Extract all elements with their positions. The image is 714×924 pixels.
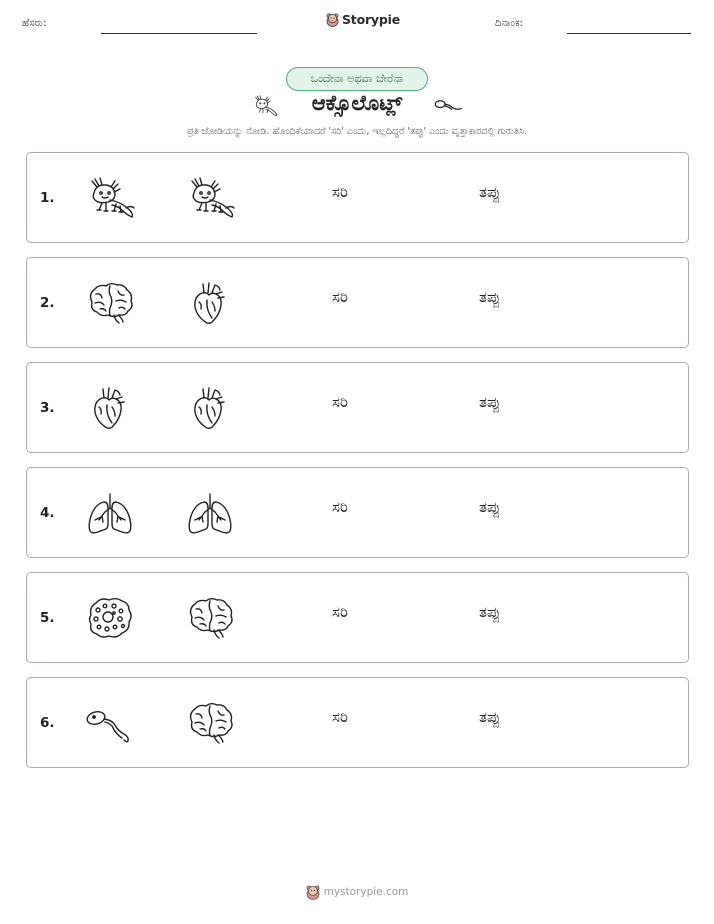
heart-icon <box>182 280 238 326</box>
sperm-icon <box>82 700 138 746</box>
page-title: ಆಕ್ಸೊಲೊಟ್ಲ್ <box>311 91 403 115</box>
axolotl-icon <box>182 175 238 221</box>
brain-icon <box>182 700 238 746</box>
axolotl-icon <box>82 175 138 221</box>
date-label: ದಿನಾಂಕ: <box>495 18 523 29</box>
lungs-icon <box>82 490 138 536</box>
question-number: 1. <box>40 190 55 206</box>
heart-icon <box>182 385 238 431</box>
question-number: 3. <box>40 400 55 416</box>
sperm-icon <box>434 97 464 113</box>
cell-icon <box>82 595 138 641</box>
question-card <box>26 362 689 453</box>
option-true[interactable]: ಸರಿ <box>332 708 348 726</box>
brand-name: Storypie <box>342 12 400 27</box>
instructions: ಪ್ರತಿ ಜೋಡಿಯನ್ನು ನೋಡಿ. ಹೊಂದಿಕೆಯಾದರೆ 'ಸರಿ' ಎಂದು, ಇಲ್ಲದಿದ್ದರೆ 'ತಪ್ಪು' ಎಂದು ವೃತ್ತಾಕಾರದಲ್ಲಿ ಗುರುತಿಸಿ. <box>187 126 527 137</box>
brain-icon <box>182 595 238 641</box>
title-row <box>0 90 714 120</box>
mascot-icon <box>306 884 320 900</box>
question-number: 6. <box>40 715 55 731</box>
date-line[interactable] <box>567 33 691 34</box>
question-card <box>26 572 689 663</box>
worksheet-type-badge: ಒಂದೇನಾ ಅಥವಾ ಬೇರೆನಾ <box>286 67 428 91</box>
option-true[interactable]: ಸರಿ <box>332 603 348 621</box>
question-card <box>26 677 689 768</box>
footer-url: mystorypie.com <box>323 886 409 898</box>
brand-logo <box>326 12 400 27</box>
option-false[interactable]: ತಪ್ಪು <box>479 708 501 726</box>
brain-icon <box>82 280 138 326</box>
question-number: 2. <box>40 295 55 311</box>
heart-icon <box>82 385 138 431</box>
mascot-icon <box>326 12 339 27</box>
question-card <box>26 257 689 348</box>
footer <box>0 884 714 900</box>
option-true[interactable]: ಸರಿ <box>332 393 348 411</box>
question-card <box>26 467 689 558</box>
option-true[interactable]: ಸರಿ <box>332 288 348 306</box>
question-number: 5. <box>40 610 55 626</box>
question-card <box>26 152 689 243</box>
lungs-icon <box>182 490 238 536</box>
option-true[interactable]: ಸರಿ <box>332 498 348 516</box>
option-false[interactable]: ತಪ್ಪು <box>479 183 501 201</box>
name-line[interactable] <box>101 33 257 34</box>
option-false[interactable]: ತಪ್ಪು <box>479 498 501 516</box>
question-number: 4. <box>40 505 55 521</box>
option-true[interactable]: ಸರಿ <box>332 183 348 201</box>
option-false[interactable]: ತಪ್ಪು <box>479 603 501 621</box>
option-false[interactable]: ತಪ್ಪು <box>479 393 501 411</box>
option-false[interactable]: ತಪ್ಪು <box>479 288 501 306</box>
name-label: ಹೆಸರು: <box>22 18 47 29</box>
